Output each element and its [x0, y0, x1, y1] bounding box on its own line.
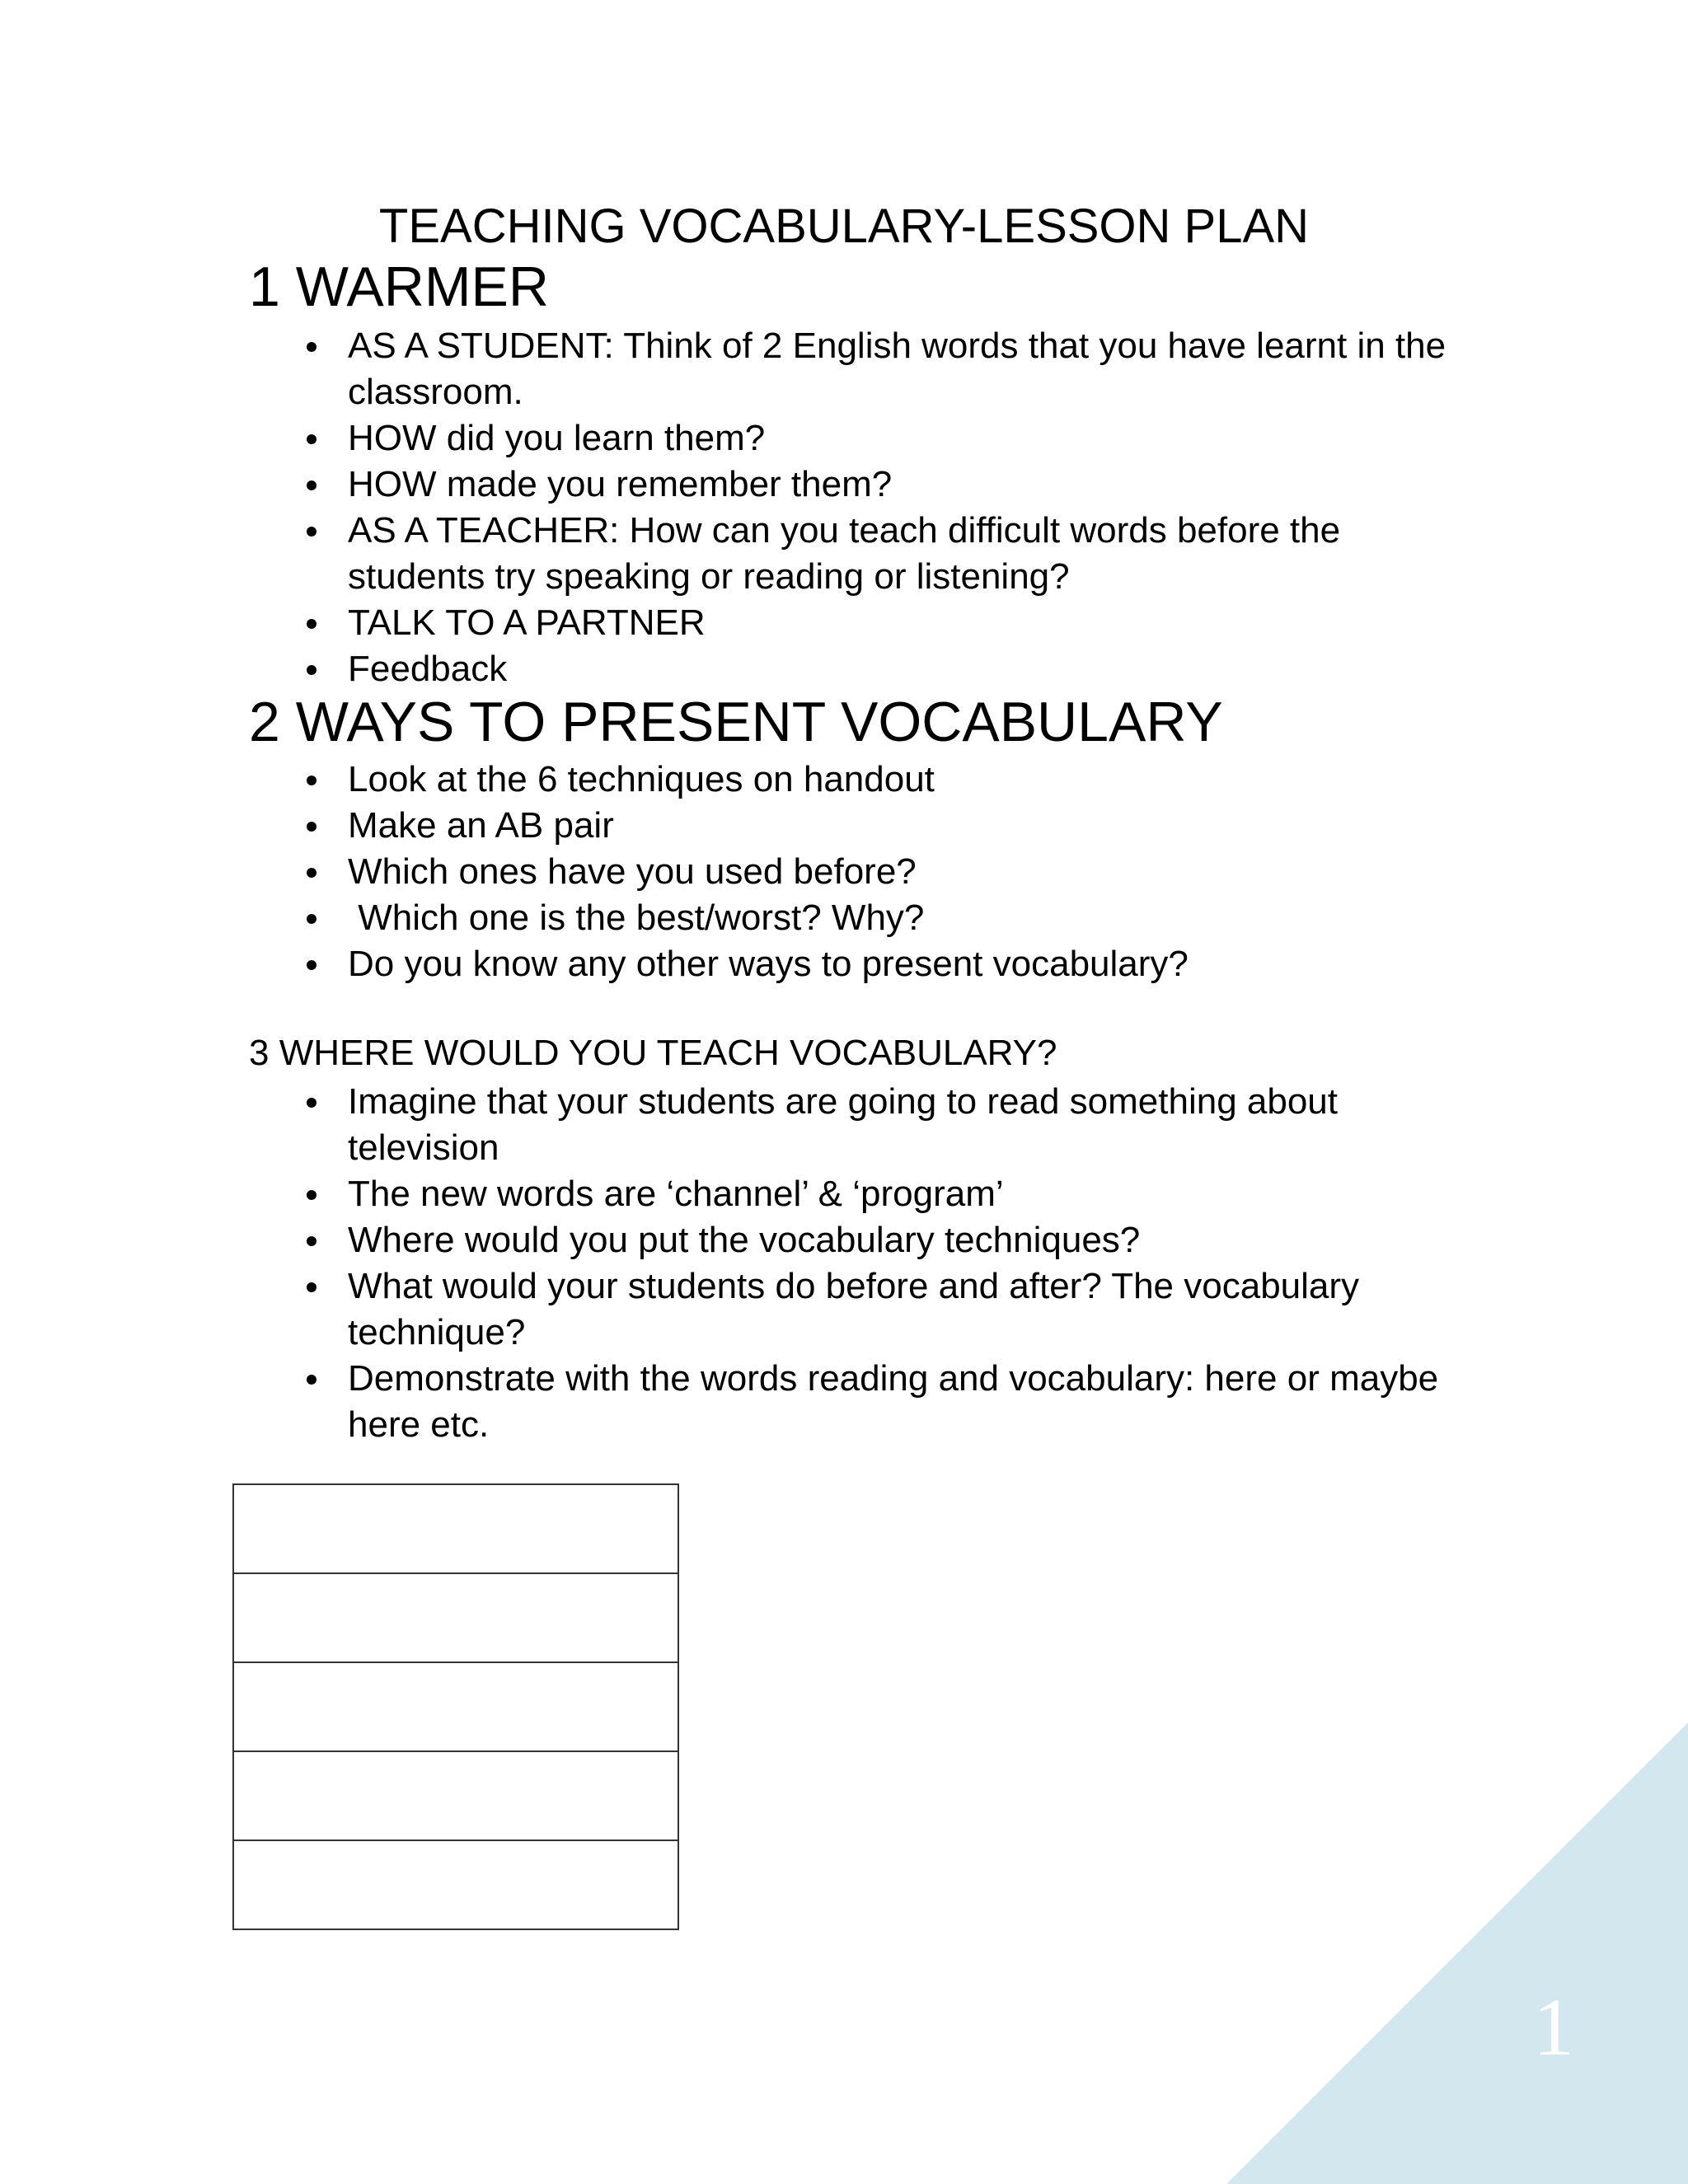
table-cell: [233, 1484, 678, 1573]
table-cell: [233, 1751, 678, 1840]
section3-heading: 3 WHERE WOULD YOU TEACH VOCABULARY?: [249, 1033, 1057, 1073]
table-row: [233, 1573, 678, 1662]
list-item: Which one is the best/worst? Why?: [348, 895, 1452, 941]
table-row: [233, 1484, 678, 1573]
list-item: Imagine that your students are going to read something about television: [348, 1079, 1452, 1171]
table-cell: [233, 1840, 678, 1929]
section1-list: [348, 323, 1452, 692]
list-item: Look at the 6 techniques on handout: [348, 757, 1452, 803]
table-row: [233, 1751, 678, 1840]
list-item: Which ones have you used before?: [348, 849, 1452, 895]
section1-heading: 1 WARMER: [249, 255, 549, 318]
list-item: HOW made you remember them?: [348, 462, 1452, 508]
list-item: HOW did you learn them?: [348, 415, 1452, 462]
section3-list: [348, 1079, 1452, 1448]
list-item: AS A STUDENT: Think of 2 English words that you have learnt in the classroom.: [348, 323, 1452, 415]
list-item: Do you know any other ways to present vocabulary?: [348, 941, 1452, 987]
table-row: [233, 1662, 678, 1751]
list-item: AS A TEACHER: How can you teach difficult words before the students try speaking or reading or listening?: [348, 508, 1452, 600]
table-cell: [233, 1662, 678, 1751]
table-cell: [233, 1573, 678, 1662]
blank-table: [232, 1483, 679, 1930]
list-item: The new words are ‘channel’ & ‘program’: [348, 1171, 1452, 1217]
section2-heading: 2 WAYS TO PRESENT VOCABULARY: [249, 691, 1223, 753]
page-number: 1: [1533, 1981, 1574, 2073]
list-item: TALK TO A PARTNER: [348, 600, 1452, 646]
list-item: Make an AB pair: [348, 803, 1452, 849]
list-item: What would your students do before and after? The vocabulary technique?: [348, 1263, 1452, 1356]
section2-list: [348, 757, 1452, 987]
corner-decoration: [1226, 1722, 1688, 2184]
list-item: Demonstrate with the words reading and vocabulary: here or maybe here etc.: [348, 1356, 1452, 1448]
table-row: [233, 1840, 678, 1929]
page-title: TEACHING VOCABULARY-LESSON PLAN: [378, 199, 1310, 253]
list-item: Feedback: [348, 646, 1452, 692]
list-item: Where would you put the vocabulary techniques?: [348, 1217, 1452, 1263]
